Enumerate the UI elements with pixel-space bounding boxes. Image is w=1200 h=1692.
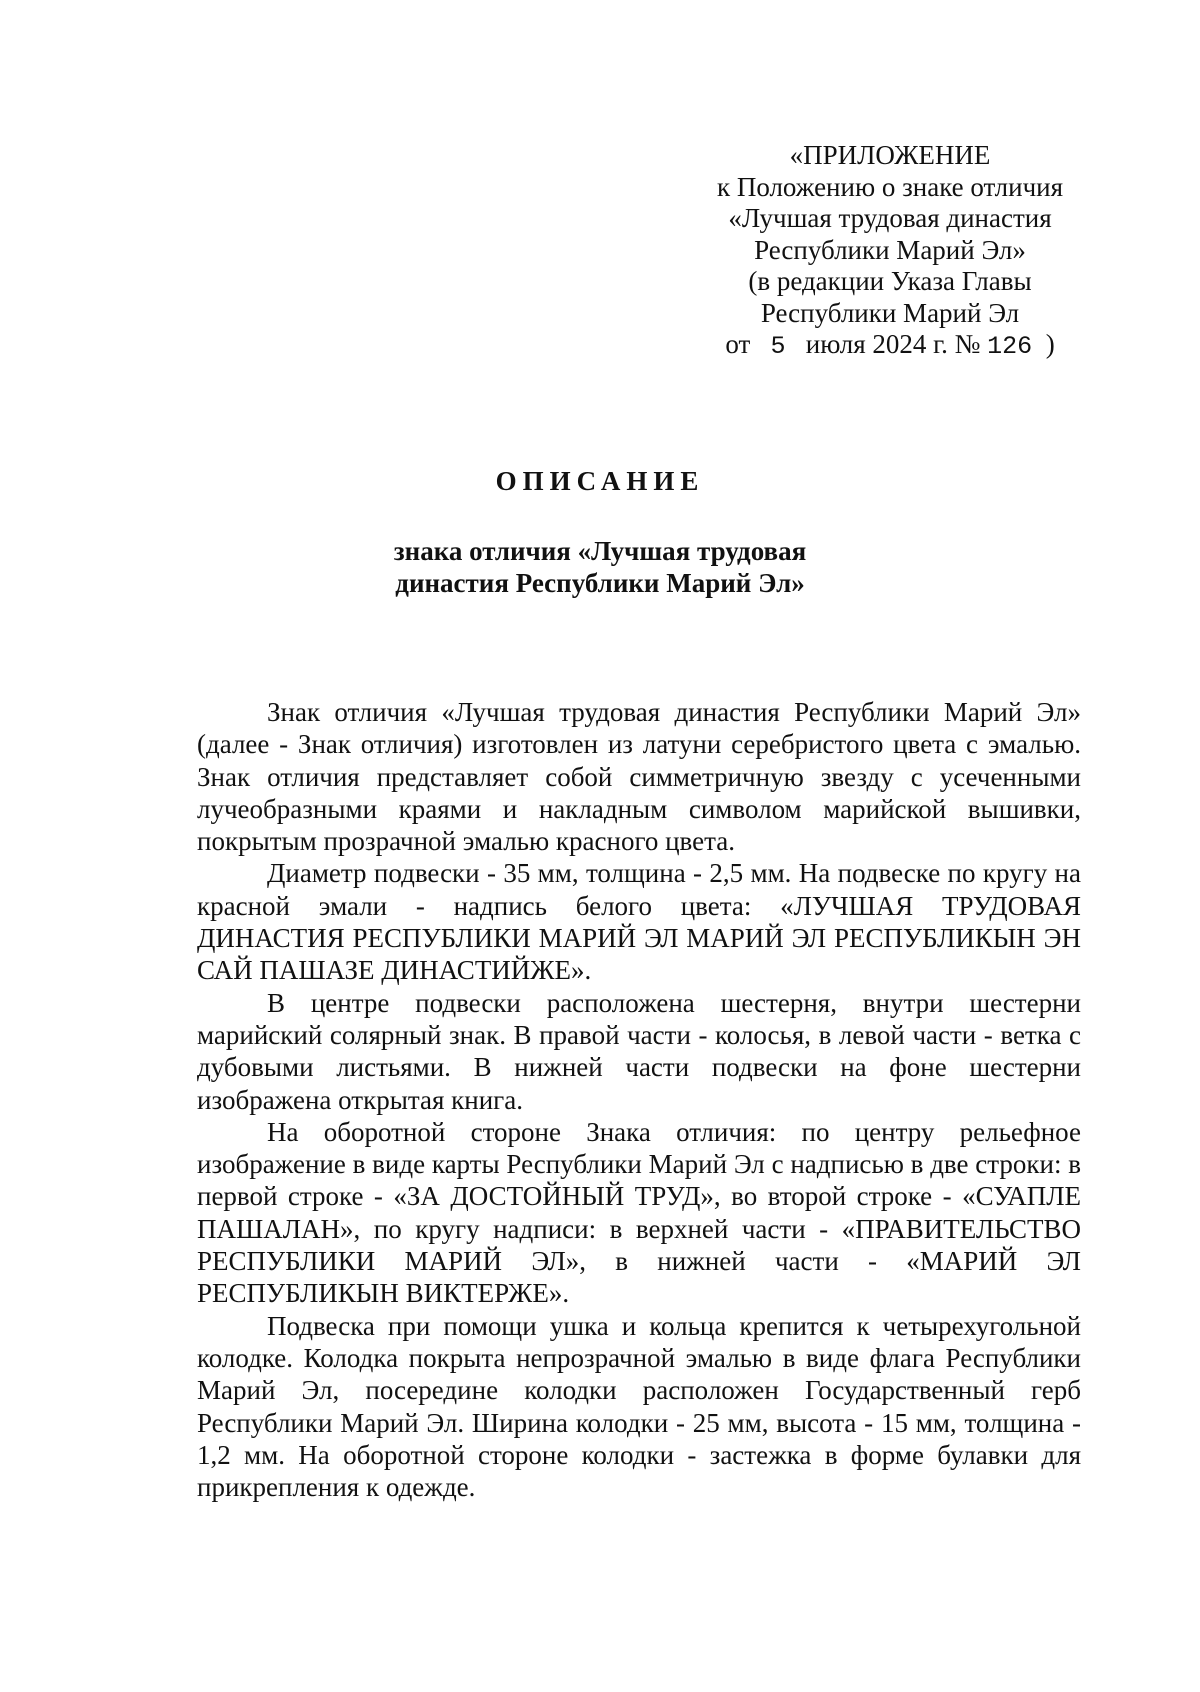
appendix-header	[690, 140, 1090, 363]
paragraph: Диаметр подвески - 35 мм, толщина - 2,5 мм. На подвеске по кругу на красной эмали - надпись белого цвета: «ЛУЧШАЯ ТРУДОВАЯ ДИНАСТИЯ РЕСПУБЛИКИ МАРИЙ ЭЛ МАРИЙ ЭЛ РЕСПУБЛИКЫН ЭН САЙ ПАШАЗЕ ДИНАСТИЙЖЕ».	[197, 858, 1081, 986]
paragraph: Подвеска при помощи ушка и кольца крепится к четырехугольной колодке. Колодка покрыта непрозрачной эмалью в виде флага Республики Марий Эл, посередине колодки расположен Государственный герб Республики Марий Эл. Ширина колодки - 25 мм, высота - 15 мм, толщина - 1,2 мм. На оборотной стороне колодки - застежка в форме булавки для прикрепления к одежде.	[197, 1310, 1081, 1503]
decree-month-year: июля 2024 г. №	[805, 329, 981, 359]
paragraph: На оборотной стороне Знака отличия: по центру рельефное изображение в виде карты Республики Марий Эл с надписью в две строки: в первой строке - «ЗА ДОСТОЙНЫЙ ТРУД», во второй строке - «СУАПЛЕ ПАШАЛАН», по кругу надписи: в верхней части - «ПРАВИТЕЛЬСТВО РЕСПУБЛИКИ МАРИЙ ЭЛ», в нижней части - «МАРИЙ ЭЛ РЕСПУБЛИКЫН ВИКТЕРЖЕ».	[197, 1116, 1081, 1309]
paragraph: Знак отличия «Лучшая трудовая династия Республики Марий Эл» (далее - Знак отличия) изготовлен из латуни серебристого цвета с эмалью. Знак отличия представляет собой симметричную звезду с усеченными лучеобразными краями и накладным символом марийской вышивки, покрытым прозрачной эмалью красного цвета.	[197, 697, 1081, 857]
appendix-line: (в редакции Указа Главы	[748, 266, 1032, 296]
appendix-line: к Положению о знаке отличия	[716, 171, 1064, 202]
subheading-line: знака отличия «Лучшая трудовая	[393, 536, 807, 566]
appendix-line: Республики Марий Эл	[760, 297, 1020, 328]
paragraph: В центре подвески расположена шестерня, внутри шестерни марийский солярный знак. В правой части - колосья, в левой части - ветка с дубовыми листьями. В нижней части подвески на фоне шестерни изображена открытая книга.	[197, 987, 1081, 1115]
decree-day: 5	[770, 332, 786, 361]
date-closing: )	[1045, 329, 1055, 359]
document-heading: ОПИСАНИЕ	[495, 466, 705, 496]
appendix-title: «ПРИЛОЖЕНИЕ	[789, 140, 991, 170]
subheading-line: династия Республики Марий Эл»	[395, 568, 805, 598]
date-prefix: от	[725, 329, 751, 359]
document-subheading	[0, 535, 1200, 599]
appendix-line: «Лучшая трудовая династия	[728, 203, 1052, 233]
decree-number: 126	[987, 332, 1033, 361]
decree-date-line	[690, 329, 1090, 363]
description-body	[197, 696, 1081, 1503]
appendix-line: Республики Марий Эл»	[754, 234, 1026, 265]
